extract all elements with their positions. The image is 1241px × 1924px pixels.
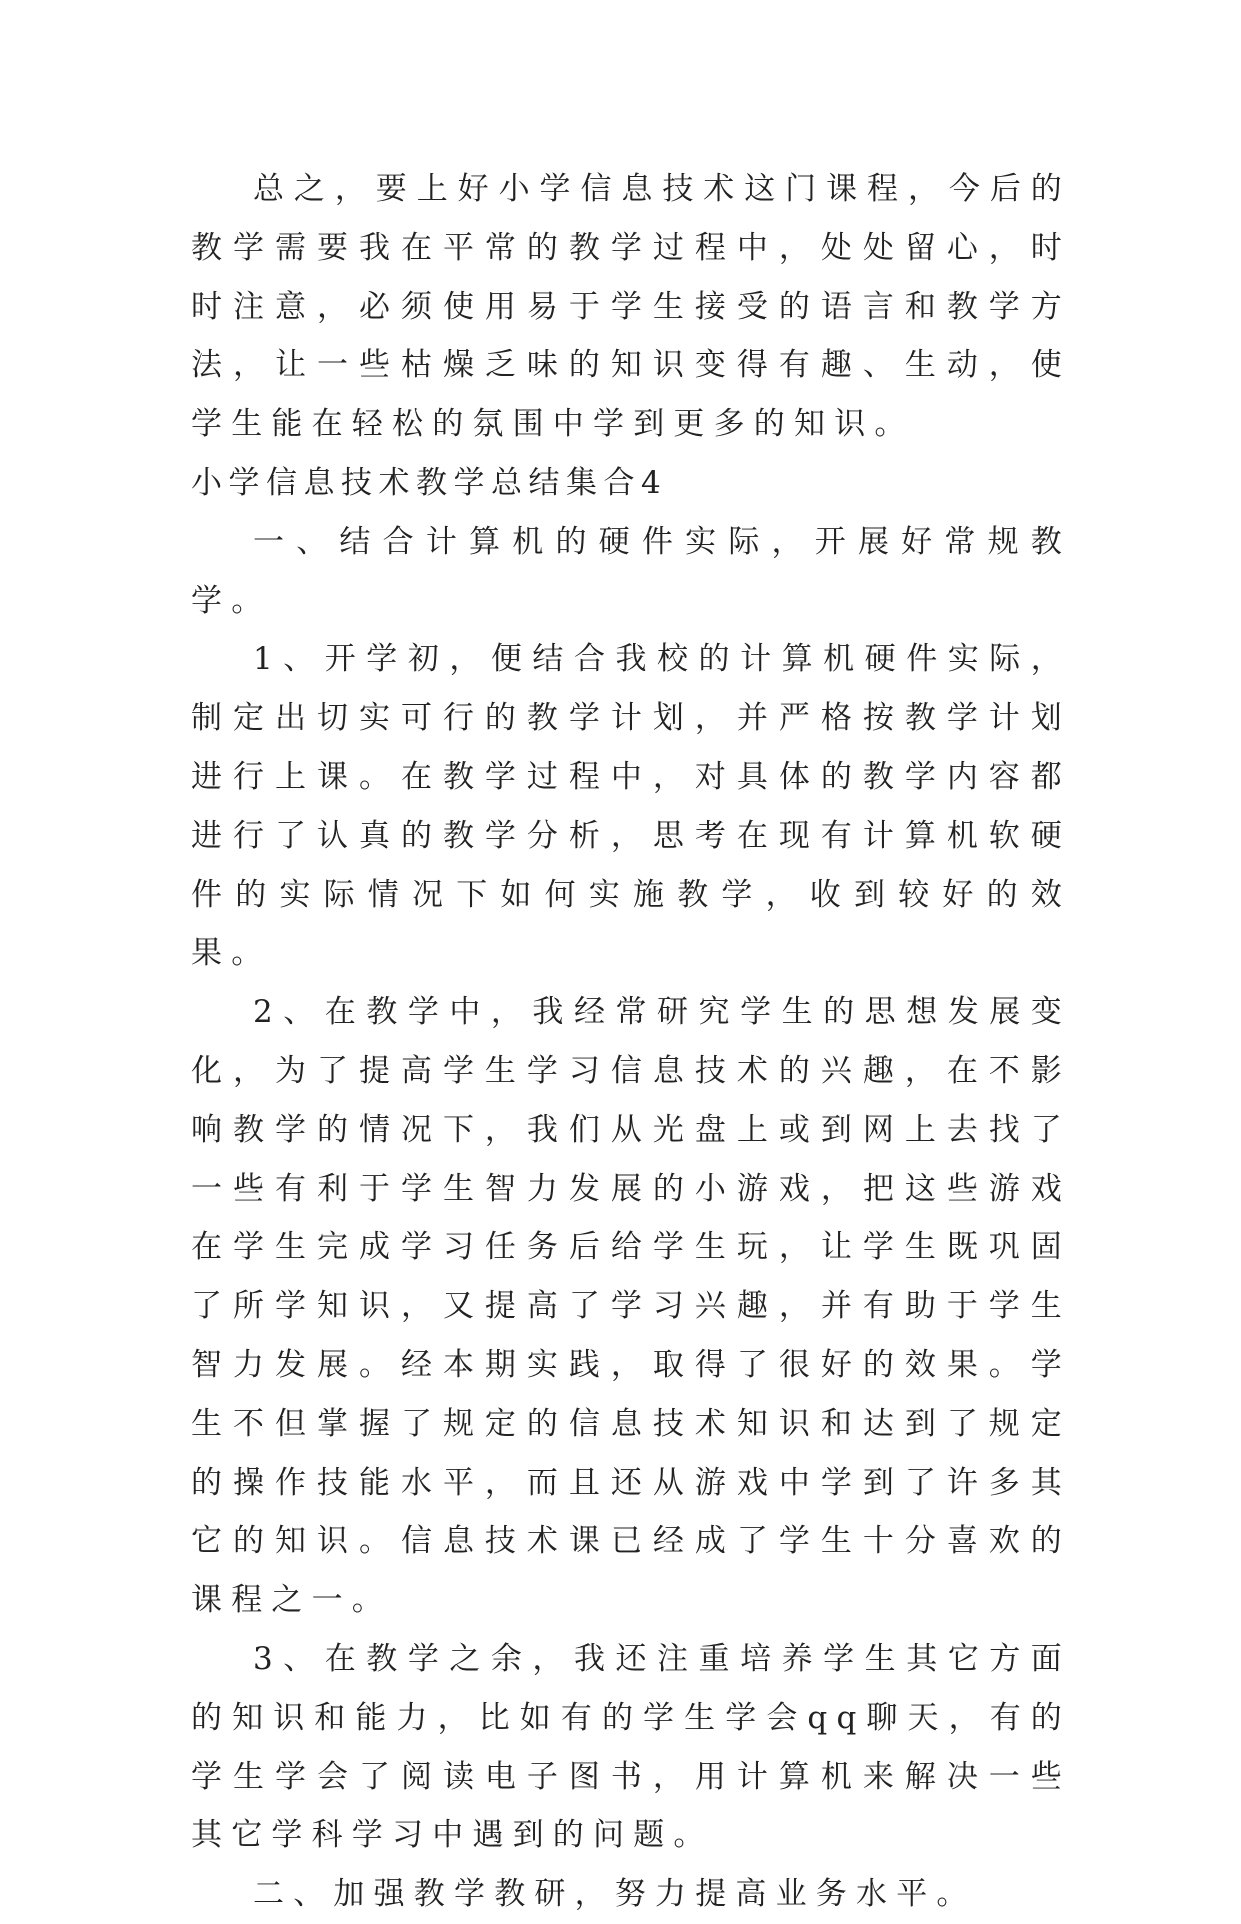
subheading-one: 一、结合计算机的硬件实际，开展好常规教学。: [191, 523, 1071, 619]
paragraph-item-1: 1、开学初，便结合我校的计算机硬件实际，制定出切实可行的教学计划，并严格按教学计划进行上课。在教学过程中，对具体的教学内容都进行了认真的教学分析，思考在现有计算机软硬件的实际情况下如何实施教学，收到较好的效果。: [191, 641, 1071, 972]
subheading-two: 二、加强教学教研，努力提高业务水平。: [253, 1876, 977, 1913]
paragraph-conclusion: 总之，要上好小学信息技术这门课程，今后的教学需要我在平常的教学过程中，处处留心，时时注意，必须使用易于学生接受的语言和教学方法，让一些枯燥乏味的知识变得有趣、生动，使学生能在轻松的氛围中学到更多的知识。: [191, 171, 1071, 443]
document-body: [191, 160, 1071, 1924]
paragraph-item-3: 3、在教学之余，我还注重培养学生其它方面的知识和能力，比如有的学生学会qq聊天，有的学生学会了阅读电子图书，用计算机来解决一些其它学科学习中遇到的问题。: [191, 1640, 1071, 1854]
section-title: 小学信息技术教学总结集合4: [191, 464, 668, 501]
paragraph-item-2: 2、在教学中，我经常研究学生的思想发展变化，为了提高学生学习信息技术的兴趣，在不影响教学的情况下，我们从光盘上或到网上去找了一些有利于学生智力发展的小游戏，把这些游戏在学生完成学习任务后给学生玩，让学生既巩固了所学知识，又提高了学习兴趣，并有助于学生智力发展。经本期实践，取得了很好的效果。学生不但掌握了规定的信息技术知识和达到了规定的操作技能水平，而且还从游戏中学到了许多其它的知识。信息技术课已经成了学生十分喜欢的课程之一。: [191, 994, 1071, 1619]
